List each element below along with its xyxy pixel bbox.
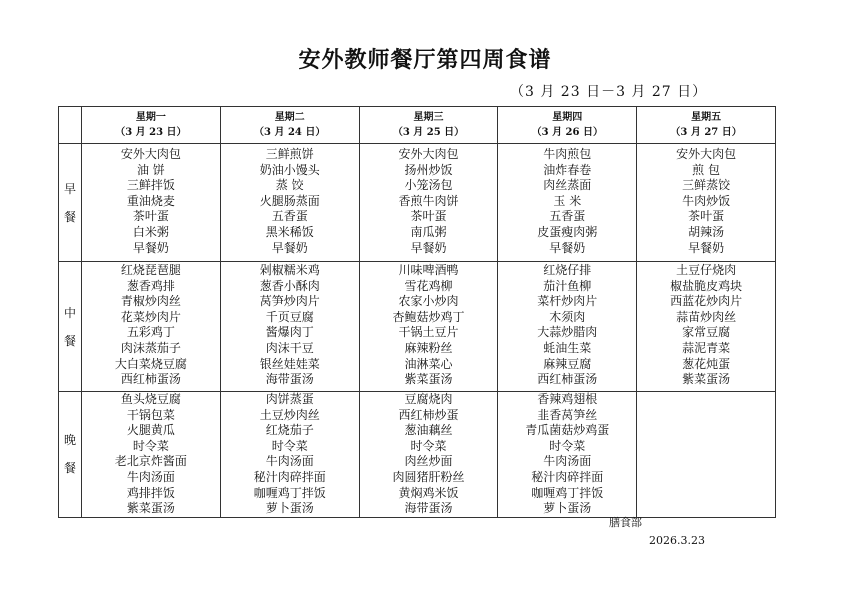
dish-list [360, 144, 498, 256]
dish-item: 肉沫蒸茄子 [120, 340, 181, 355]
dish-item: 红烧仔排 [543, 263, 592, 277]
dish-item: 肉饼蒸蛋 [265, 392, 314, 406]
dish-item: 火腿黄瓜 [126, 423, 175, 438]
department-signature: 膳食部 [609, 516, 642, 529]
dish-list [360, 262, 498, 388]
dish-item: 玉 米 [553, 193, 582, 208]
dish-item: 重油烧麦 [126, 193, 175, 208]
dish-item: 秘汁肉碎拌面 [253, 469, 326, 484]
dish-item: 川味啤酒鸭 [398, 263, 459, 277]
dish-item: 安外大肉包 [120, 147, 181, 161]
dish-item: 杏鲍菇炒鸡丁 [392, 309, 465, 324]
dish-item: 安外大肉包 [398, 147, 459, 161]
dish-item: 萝卜蛋汤 [265, 501, 314, 516]
dish-item: 韭香莴笋丝 [537, 407, 598, 422]
dish-item: 白米粥 [132, 224, 169, 239]
dish-item: 青椒炒肉丝 [120, 294, 181, 309]
day-header-tuesday [220, 107, 359, 144]
dish-item: 牛肉煎包 [543, 147, 592, 161]
meal-label: 中 餐 [59, 262, 82, 392]
dish-item: 千页豆腐 [265, 309, 314, 324]
dish-item: 早餐奶 [688, 240, 725, 255]
dish-item: 安外大肉包 [676, 147, 737, 161]
dish-item: 黑米稀饭 [265, 224, 314, 239]
dish-item: 木须肉 [549, 309, 586, 324]
menu-cell-monday [82, 392, 221, 518]
dish-item: 茄汁鱼柳 [543, 278, 592, 293]
dish-item: 秘汁肉碎拌面 [531, 469, 604, 484]
menu-cell-tuesday [220, 392, 359, 518]
dish-item: 肉沫干豆 [265, 340, 314, 355]
dish-item: 茶叶蛋 [688, 209, 725, 224]
menu-cell-tuesday [220, 144, 359, 262]
dish-item: 红烧琵琶腿 [120, 263, 181, 277]
day-date: （3 月 23 日） [115, 127, 187, 138]
day-name: 星期二 [274, 112, 305, 123]
dish-item: 五香蛋 [271, 209, 308, 224]
dish-item: 麻辣粉丝 [404, 340, 453, 355]
dish-item: 咖喱鸡丁拌饭 [531, 485, 604, 500]
dish-item: 土豆炒肉丝 [259, 407, 320, 422]
dish-item: 老北京炸酱面 [114, 454, 187, 469]
issue-date: 2026.3.23 [649, 534, 705, 547]
dish-list [637, 144, 775, 256]
day-date: （3 月 25 日） [392, 127, 465, 138]
dish-item: 椒盐脆皮鸡块 [670, 278, 743, 293]
menu-cell-wednesday [359, 144, 498, 262]
dish-item: 西红柿蛋汤 [120, 372, 181, 387]
day-header-wednesday [359, 107, 498, 144]
dish-item: 西红柿炒蛋 [398, 407, 459, 422]
day-header-friday [637, 107, 776, 144]
dish-list [82, 144, 220, 256]
dish-item: 西蓝花炒肉片 [670, 294, 743, 309]
dish-item: 油 饼 [136, 162, 165, 177]
dish-item: 牛肉汤面 [126, 469, 175, 484]
dish-item: 时令菜 [132, 438, 169, 453]
dish-item: 时令菜 [271, 438, 308, 453]
menu-cell-wednesday [359, 262, 498, 392]
dish-item: 早餐奶 [549, 240, 586, 255]
day-date: （3 月 27 日） [670, 127, 742, 138]
dish-item: 牛肉汤面 [265, 454, 314, 469]
dinner-row [59, 392, 776, 518]
dish-item: 花菜炒肉片 [120, 309, 181, 324]
dish-item: 皮蛋瘦肉粥 [537, 224, 598, 239]
dish-item: 农家小炒肉 [398, 294, 459, 309]
meal-label: 早 餐 [59, 144, 82, 262]
dish-item: 早餐奶 [271, 240, 308, 255]
day-name: 星期五 [691, 112, 722, 123]
dish-item: 奶油小馒头 [259, 162, 320, 177]
dish-list [637, 262, 775, 388]
dish-item: 扬州炒饭 [404, 162, 453, 177]
dish-item: 咖喱鸡丁拌饭 [253, 485, 326, 500]
dish-item: 煎 包 [692, 162, 720, 177]
dish-item: 早餐奶 [410, 240, 447, 255]
dish-list [360, 392, 498, 517]
dish-list [498, 262, 636, 388]
dish-list [221, 144, 359, 256]
dish-item: 油淋菜心 [404, 356, 453, 371]
dish-list [221, 392, 359, 517]
dish-item: 火腿肠蒸面 [259, 193, 320, 208]
dish-item: 西红柿蛋汤 [537, 372, 598, 387]
dish-item: 干锅土豆片 [398, 325, 459, 340]
dish-item: 时令菜 [410, 438, 447, 453]
dish-item: 干锅包菜 [126, 407, 175, 422]
dish-item: 酱爆肉丁 [265, 325, 314, 340]
dish-item: 黄焖鸡米饭 [398, 485, 459, 500]
day-header-thursday [498, 107, 637, 144]
menu-cell-friday [637, 144, 776, 262]
menu-cell-friday [637, 392, 776, 518]
dish-item: 蒜苗炒肉丝 [676, 309, 737, 324]
menu-cell-thursday [498, 262, 637, 392]
dish-item: 牛肉炒饭 [682, 193, 731, 208]
menu-cell-tuesday [220, 262, 359, 392]
dish-item: 紫菜蛋汤 [126, 501, 175, 516]
dish-item: 剁椒糯米鸡 [259, 263, 320, 277]
dish-item: 油炸春卷 [543, 162, 592, 177]
dish-item: 香辣鸡翅根 [537, 392, 598, 406]
dish-item: 萝卜蛋汤 [543, 501, 592, 516]
page-title: 安外教师餐厅第四周食谱 [298, 48, 552, 73]
day-name: 星期四 [552, 112, 583, 123]
dish-item: 蒸 饺 [275, 178, 304, 193]
dish-item: 豆腐烧肉 [404, 392, 453, 406]
dish-item: 三鲜蒸饺 [682, 178, 731, 193]
lunch-row [59, 262, 776, 392]
dish-list [498, 392, 636, 517]
dish-item: 雪花鸡柳 [404, 278, 453, 293]
dish-item: 麻辣豆腐 [543, 356, 592, 371]
dish-item: 肉圆猪肝粉丝 [392, 469, 465, 484]
dish-item: 紫菜蛋汤 [682, 372, 731, 387]
dish-list [82, 262, 220, 388]
dish-item: 莴笋炒肉片 [259, 294, 320, 309]
dish-item: 肉丝炒面 [404, 454, 453, 469]
menu-table [58, 106, 776, 518]
dish-item: 大蒜炒腊肉 [537, 325, 598, 340]
dish-item: 鸡排拌饭 [126, 485, 175, 500]
dish-item: 香煎牛肉饼 [398, 193, 459, 208]
day-date: （3 月 24 日） [254, 127, 326, 138]
dish-item: 家常豆腐 [682, 325, 731, 340]
day-name: 星期一 [135, 112, 166, 123]
dish-item: 蚝油生菜 [543, 340, 592, 355]
dish-item: 早餐奶 [132, 240, 169, 255]
dish-item: 银丝娃娃菜 [259, 356, 320, 371]
dish-item: 肉丝蒸面 [543, 178, 592, 193]
meal-label: 晚 餐 [59, 392, 82, 518]
dish-item: 胡辣汤 [688, 224, 725, 239]
dish-item: 五彩鸡丁 [126, 325, 175, 340]
day-date: （3 月 26 日） [531, 127, 603, 138]
dish-item: 葱香小酥肉 [259, 278, 320, 293]
dish-item: 三鲜煎饼 [265, 147, 314, 161]
menu-cell-monday [82, 144, 221, 262]
dish-item: 葱花炖蛋 [682, 356, 731, 371]
dish-item: 葱香鸡排 [126, 278, 175, 293]
day-name: 星期三 [413, 112, 444, 123]
dish-item: 大白菜烧豆腐 [114, 356, 187, 371]
dish-list [82, 392, 220, 517]
dish-item: 时令菜 [549, 438, 586, 453]
dish-item: 青瓜菌菇炒鸡蛋 [525, 423, 610, 438]
menu-cell-monday [82, 262, 221, 392]
dish-item: 葱油藕丝 [404, 423, 453, 438]
dish-item: 紫菜蛋汤 [404, 372, 453, 387]
breakfast-row [59, 144, 776, 262]
dish-item: 鱼头烧豆腐 [120, 392, 181, 406]
dish-item: 茶叶蛋 [132, 209, 169, 224]
menu-cell-friday [637, 262, 776, 392]
day-header-monday [82, 107, 221, 144]
dish-item: 海带蛋汤 [404, 501, 453, 516]
dish-item: 红烧茄子 [265, 423, 314, 438]
menu-cell-thursday [498, 144, 637, 262]
dish-item: 小笼汤包 [404, 178, 453, 193]
dish-item: 海带蛋汤 [265, 372, 314, 387]
dish-list [221, 262, 359, 388]
dish-item: 茶叶蛋 [410, 209, 447, 224]
menu-cell-wednesday [359, 392, 498, 518]
day-header-row [59, 107, 776, 144]
dish-item: 蒜泥青菜 [682, 340, 731, 355]
dish-item: 五香蛋 [549, 209, 586, 224]
corner-cell [59, 107, 82, 144]
dish-item: 土豆仔烧肉 [676, 263, 737, 277]
week-date-range: （3 月 23 日－3 月 27 日） [510, 84, 708, 100]
dish-list [498, 144, 636, 256]
dish-item: 牛肉汤面 [543, 454, 592, 469]
dish-item: 南瓜粥 [410, 224, 447, 239]
menu-cell-thursday [498, 392, 637, 518]
dish-item: 三鲜拌饭 [126, 178, 175, 193]
dish-item: 菜杆炒肉片 [537, 294, 598, 309]
